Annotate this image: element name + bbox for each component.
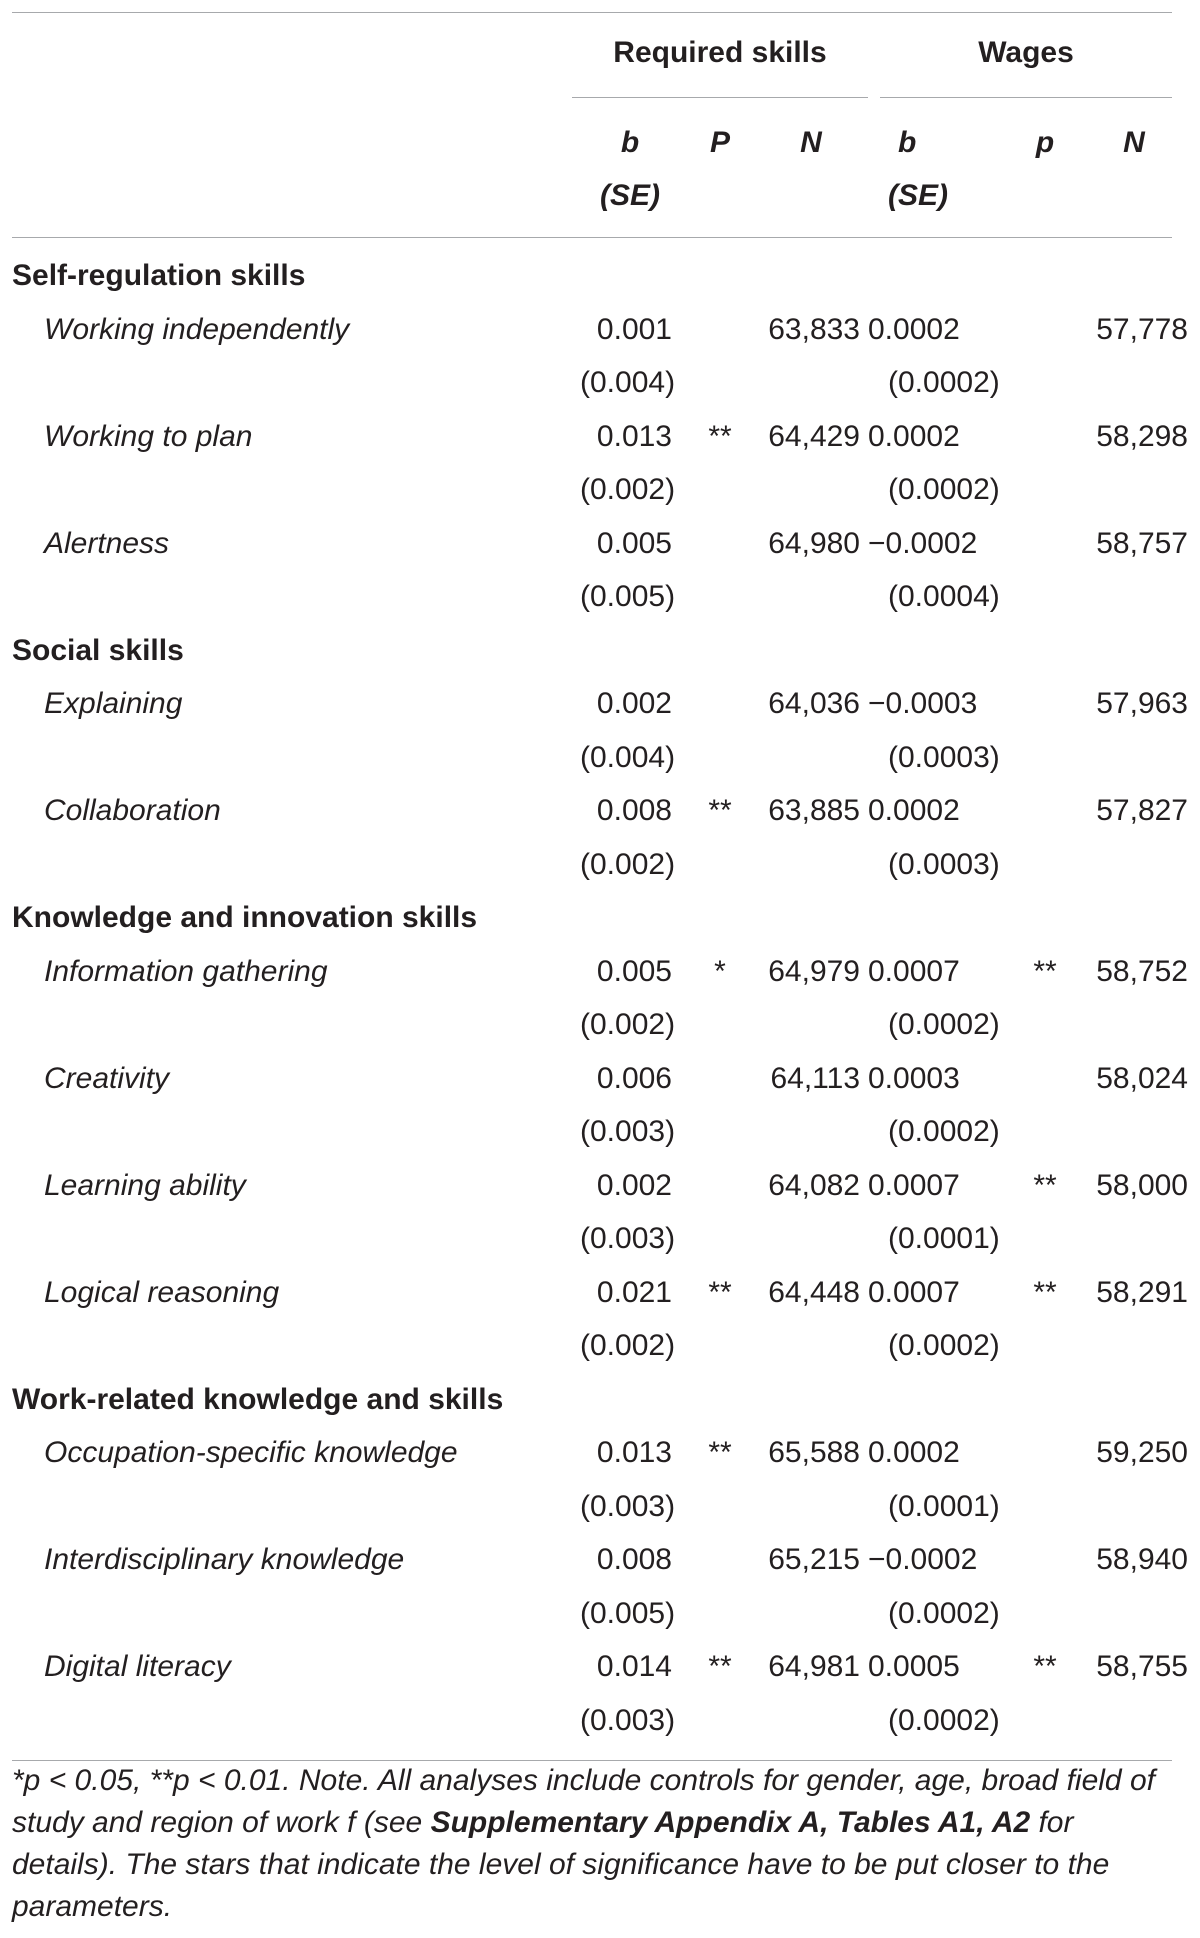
required-se-value: (0.004) <box>580 740 676 774</box>
row-label: Explaining <box>44 687 183 720</box>
required-significance: ** <box>708 1275 732 1309</box>
section-title: Work-related knowledge and skills <box>12 1382 504 1416</box>
required-n-value: 64,036 <box>768 687 860 720</box>
col-header-wages-b: b <box>898 126 917 159</box>
required-significance: ** <box>708 1650 732 1683</box>
required-n-value: 65,588 <box>768 1436 860 1469</box>
wages-n-value: 59,250 <box>1096 1436 1188 1469</box>
wages-se-value: (0.0003) <box>888 740 1000 774</box>
footnote-text-1: *p < 0.05, **p < 0.01. Note. All analyses include controls for gender, age, broad field of study and region of work f (see <box>12 1764 1155 1839</box>
col-header-wages-se: (SE) <box>888 179 948 212</box>
row-label: Digital literacy <box>44 1650 231 1683</box>
wages-b-value: 0.0002 <box>868 312 960 346</box>
required-se-value: (0.002) <box>580 1329 676 1362</box>
wages-b-value: −0.0003 <box>868 687 978 720</box>
wages-se-value: (0.0002) <box>888 1008 1000 1041</box>
col-header-required-se: (SE) <box>600 179 660 212</box>
required-b-value: 0.008 <box>596 1543 672 1576</box>
wages-significance: ** <box>1033 1168 1057 1202</box>
wages-se-value: (0.0001) <box>888 1489 1000 1523</box>
required-significance: ** <box>708 1436 732 1469</box>
wages-se-value: (0.0002) <box>888 473 1000 506</box>
required-se-value: (0.005) <box>580 580 676 613</box>
supplementary-appendix-link[interactable]: Supplementary Appendix A, Tables A1, A2 <box>430 1806 1031 1839</box>
required-n-value: 64,082 <box>768 1168 860 1202</box>
row-label: Logical reasoning <box>44 1275 280 1309</box>
row-label: Information gathering <box>44 954 328 988</box>
required-se-value: (0.002) <box>580 847 676 881</box>
wages-b-value: 0.0005 <box>868 1650 960 1683</box>
wages-se-value: (0.0002) <box>888 1115 1000 1148</box>
required-b-value: 0.021 <box>596 1275 672 1309</box>
wages-b-value: 0.0007 <box>868 1275 960 1309</box>
header-bottom-rule <box>12 237 1172 238</box>
wages-se-value: (0.0003) <box>888 847 1000 881</box>
wages-n-value: 58,000 <box>1096 1168 1188 1202</box>
wages-significance: ** <box>1033 1275 1057 1309</box>
required-b-value: 0.006 <box>596 1061 672 1095</box>
required-b-value: 0.005 <box>596 526 672 560</box>
col-header-wages-n: N <box>1123 126 1145 159</box>
wages-n-value: 57,827 <box>1096 794 1188 827</box>
wages-significance: ** <box>1033 954 1057 988</box>
wages-b-value: 0.0002 <box>868 419 960 453</box>
wages-underline <box>880 97 1172 98</box>
required-b-value: 0.008 <box>596 794 672 827</box>
wages-n-value: 58,757 <box>1096 526 1188 560</box>
wages-n-value: 57,778 <box>1096 312 1188 346</box>
required-n-value: 64,981 <box>768 1650 860 1683</box>
wages-se-value: (0.0002) <box>888 1329 1000 1362</box>
required-se-value: (0.003) <box>580 1115 676 1148</box>
required-n-value: 64,979 <box>768 954 860 988</box>
required-se-value: (0.004) <box>580 366 676 399</box>
wages-n-value: 58,024 <box>1096 1061 1188 1095</box>
wages-n-value: 58,291 <box>1096 1275 1188 1309</box>
col-header-required-n: N <box>800 126 822 159</box>
table-footnote <box>12 1760 1182 1928</box>
wages-b-value: 0.0007 <box>868 1168 960 1202</box>
required-skills-underline <box>572 97 868 98</box>
wages-b-value: −0.0002 <box>868 526 978 560</box>
wages-b-value: 0.0003 <box>868 1061 960 1095</box>
required-se-value: (0.003) <box>580 1222 676 1255</box>
required-b-value: 0.002 <box>596 1168 672 1202</box>
required-b-value: 0.013 <box>596 419 672 453</box>
required-significance: ** <box>708 794 732 827</box>
required-se-value: (0.005) <box>580 1596 676 1630</box>
col-header-required-b: b <box>620 126 640 159</box>
required-b-value: 0.013 <box>596 1436 672 1469</box>
wages-se-value: (0.0002) <box>888 366 1000 399</box>
required-significance: * <box>714 954 726 988</box>
wages-n-value: 57,963 <box>1096 687 1188 720</box>
wages-n-value: 58,752 <box>1096 954 1188 988</box>
required-b-value: 0.001 <box>596 312 672 346</box>
required-n-value: 64,113 <box>770 1061 860 1095</box>
required-significance: ** <box>708 419 732 453</box>
row-label: Occupation-specific knowledge <box>44 1436 458 1469</box>
required-n-value: 64,429 <box>768 419 860 453</box>
wages-b-value: 0.0007 <box>868 954 960 988</box>
wages-se-value: (0.0001) <box>888 1222 1000 1255</box>
required-se-value: (0.003) <box>580 1703 676 1737</box>
required-n-value: 64,980 <box>768 526 860 560</box>
wages-n-value: 58,298 <box>1096 419 1188 453</box>
section-title: Social skills <box>12 633 184 667</box>
section-title: Self-regulation skills <box>12 259 306 292</box>
required-se-value: (0.003) <box>580 1489 676 1523</box>
wages-b-value: −0.0002 <box>868 1543 978 1576</box>
required-b-value: 0.014 <box>596 1650 672 1683</box>
row-label: Learning ability <box>44 1168 246 1202</box>
row-label: Interdisciplinary knowledge <box>44 1543 405 1576</box>
wages-b-value: 0.0002 <box>868 794 960 827</box>
wages-n-value: 58,755 <box>1096 1650 1188 1683</box>
row-label: Collaboration <box>44 794 221 827</box>
wages-significance: ** <box>1033 1650 1057 1683</box>
row-label: Alertness <box>44 526 170 560</box>
section-title: Knowledge and innovation skills <box>12 901 478 934</box>
row-label: Working independently <box>44 312 350 346</box>
required-n-value: 63,833 <box>768 312 860 346</box>
group-header-required-skills: Required skills <box>613 36 827 69</box>
required-b-value: 0.002 <box>596 687 672 720</box>
required-n-value: 63,885 <box>768 794 860 827</box>
wages-se-value: (0.0004) <box>888 580 1000 613</box>
group-header-wages: Wages <box>978 36 1074 69</box>
footnote-text-2: for details). The stars that indicate the level of significance have to be put closer to the parameters. <box>12 1806 1110 1923</box>
wages-n-value: 58,940 <box>1096 1543 1188 1576</box>
row-label: Creativity <box>44 1061 170 1095</box>
wages-se-value: (0.0002) <box>888 1703 1000 1737</box>
wages-b-value: 0.0002 <box>868 1436 960 1469</box>
col-header-wages-p: p <box>1035 126 1055 159</box>
row-label: Working to plan <box>44 419 253 453</box>
col-header-required-p: P <box>709 126 730 159</box>
required-n-value: 64,448 <box>768 1275 860 1309</box>
required-b-value: 0.005 <box>596 954 672 988</box>
required-se-value: (0.002) <box>580 473 676 506</box>
wages-se-value: (0.0002) <box>888 1596 1000 1630</box>
required-n-value: 65,215 <box>768 1543 860 1576</box>
top-rule <box>12 12 1172 13</box>
required-se-value: (0.002) <box>580 1008 676 1041</box>
